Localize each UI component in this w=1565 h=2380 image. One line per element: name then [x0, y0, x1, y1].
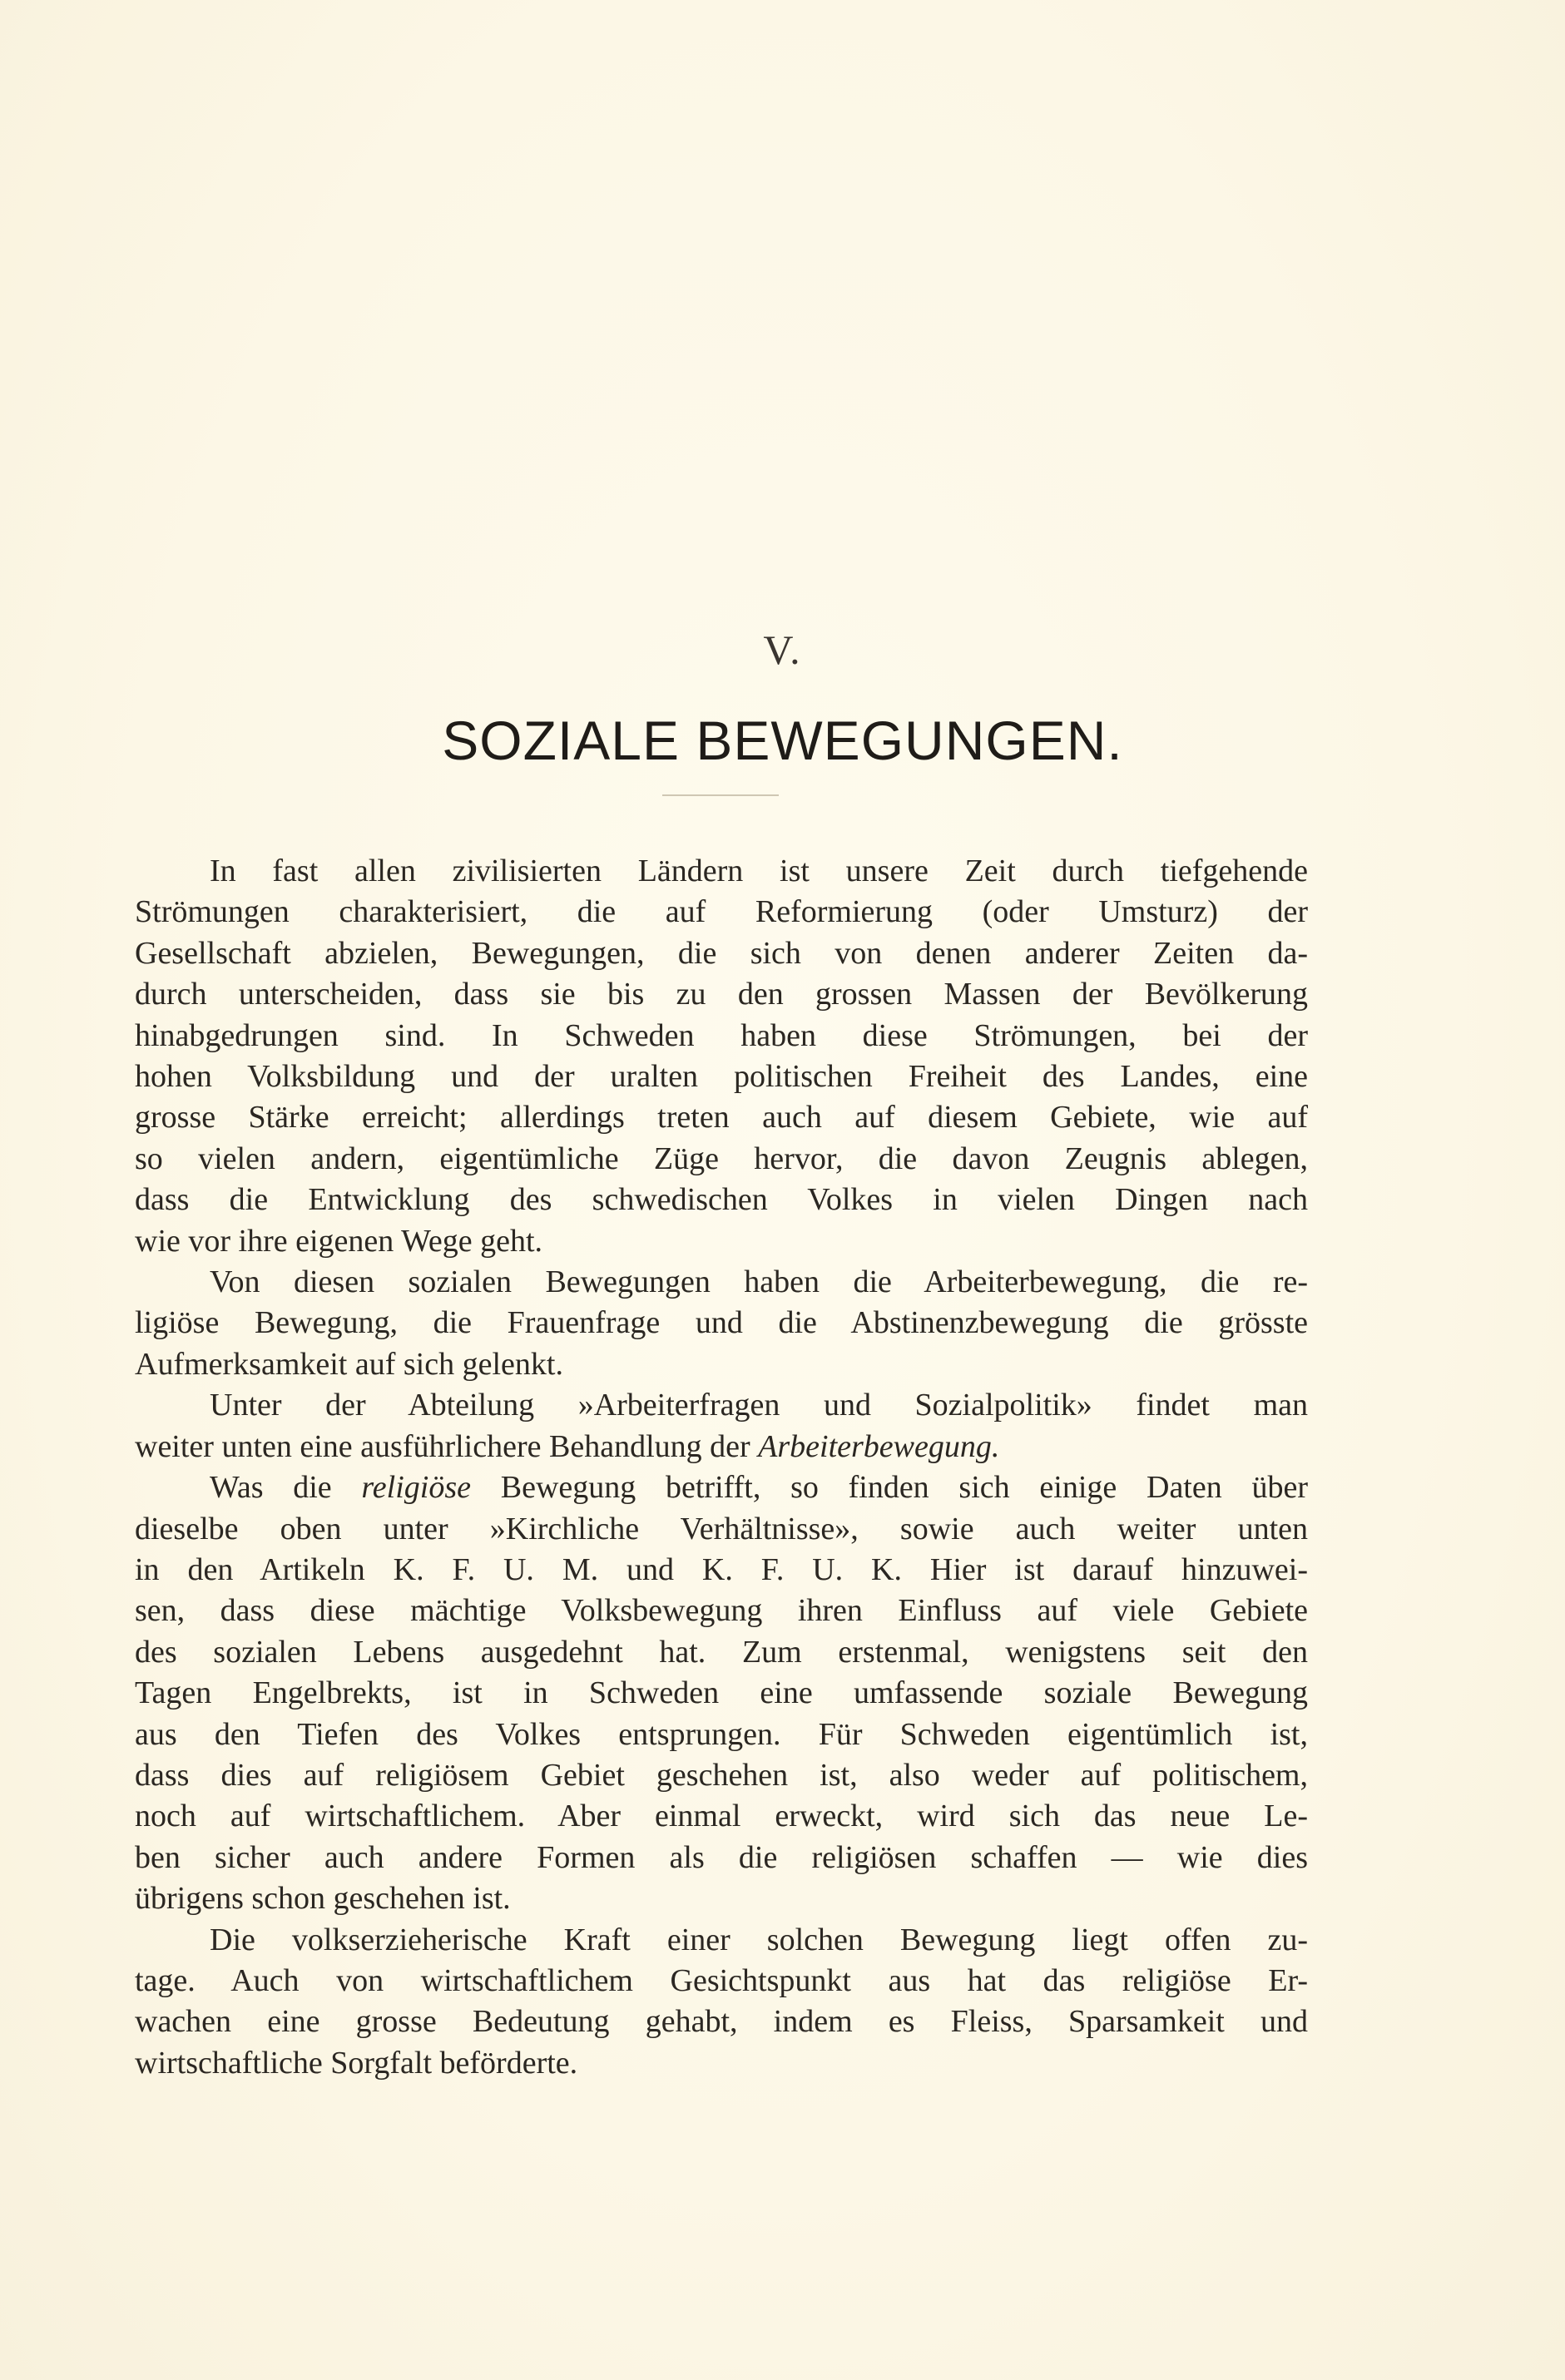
- text-segment: weiter unten eine ausführlichere Behandlung der: [135, 1428, 750, 1464]
- text-line: [135, 1467, 1308, 1508]
- text-line: ligiöse Bewegung, die Frauenfrage und die Abstinenzbewegung die grösste: [135, 1305, 1308, 1341]
- text-line: noch auf wirtschaftlichem. Aber einmal erweckt, wird sich das neue Le-: [135, 1799, 1308, 1834]
- text-line: ben sicher auch andere Formen als die religiösen schaffen — wie dies: [135, 1839, 1308, 1875]
- text-line: des sozialen Lebens ausgedehnt hat. Zum erstenmal, wenigstens seit den: [135, 1634, 1308, 1670]
- text-line: hinabgedrungen sind. In Schweden haben diese Strömungen, bei der: [135, 1017, 1308, 1053]
- text-line: übrigens schon geschehen ist.: [135, 1881, 511, 1917]
- text-line: Unter der Abteilung »Arbeiterfragen und Sozialpolitik» findet man: [210, 1388, 1308, 1423]
- paragraph-2: [135, 1262, 1308, 1385]
- text-line: sen, dass diese mächtige Volksbewegung ihren Einfluss auf viele Gebiete: [135, 1593, 1308, 1629]
- text-line: hohen Volksbildung und der uralten politischen Freiheit des Landes, eine: [135, 1059, 1308, 1095]
- text-line: so vielen andern, eigentümliche Züge hervor, die davon Zeugnis ablegen,: [135, 1141, 1308, 1176]
- text-line: grosse Stärke erreicht; allerdings treten auch auf diesem Gebiete, wie auf: [135, 1100, 1308, 1136]
- text-line: [135, 1427, 1308, 1467]
- text-line: Strömungen charakterisiert, die auf Reformierung (oder Umsturz) der: [135, 894, 1308, 930]
- paragraph-1: [135, 851, 1308, 1262]
- text-line: wie vor ihre eigenen Wege geht.: [135, 1223, 543, 1259]
- text-line: dass dies auf religiösem Gebiet geschehen ist, also weder auf politischem,: [135, 1757, 1308, 1793]
- text-segment: Was die: [210, 1470, 332, 1506]
- text-line: Aufmerksamkeit auf sich gelenkt.: [135, 1346, 563, 1382]
- text-line: Die volkserzieherische Kraft einer solchen Bewegung liegt offen zu-: [210, 1922, 1308, 1957]
- emphasis-religioese: religiöse: [361, 1470, 471, 1506]
- text-line: Tagen Engelbrekts, ist in Schweden eine umfassende soziale Bewegung: [135, 1675, 1308, 1711]
- text-line: durch unterscheiden, dass sie bis zu den grossen Massen der Bevölkerung: [135, 977, 1308, 1012]
- text-line: Gesellschaft abzielen, Bewegungen, die sich von denen anderer Zeiten da-: [135, 935, 1308, 971]
- text-line: wirtschaftliche Sorgfalt beförderte.: [135, 2045, 578, 2081]
- text-line: tage. Auch von wirtschaftlichem Gesichtspunkt aus hat das religiöse Er-: [135, 1962, 1308, 1998]
- text-line: in den Artikeln K. F. U. M. und K. F. U. K. Hier ist darauf hinzuwei-: [135, 1551, 1308, 1587]
- title-divider: [662, 794, 779, 796]
- text-line: dieselbe oben unter »Kirchliche Verhältnisse», sowie auch weiter unten: [135, 1511, 1308, 1546]
- chapter-number: V.: [763, 626, 802, 673]
- text-line: dass die Entwicklung des schwedischen Volkes in vielen Dingen nach: [135, 1182, 1308, 1218]
- text-line: aus den Tiefen des Volkes entsprungen. Für Schweden eigentümlich ist,: [135, 1716, 1308, 1752]
- body-text: [135, 851, 1308, 2084]
- text-line: In fast allen zivilisierten Ländern ist unsere Zeit durch tiefgehende: [210, 854, 1308, 888]
- text-segment: Bewegung betrifft, so finden sich einige Daten über: [500, 1470, 1308, 1506]
- text-line: Von diesen sozialen Bewegungen haben die Arbeiterbewegung, die re-: [210, 1264, 1308, 1300]
- paragraph-4: [135, 1467, 1308, 1919]
- chapter-title: SOZIALE BEWEGUNGEN.: [442, 710, 1123, 771]
- paragraph-5: [135, 1920, 1308, 2085]
- text-line: wachen eine grosse Bedeutung gehabt, indem es Fleiss, Sparsamkeit und: [135, 2004, 1308, 2040]
- emphasis-arbeiterbewegung: Arbeiterbewegung.: [758, 1428, 1000, 1464]
- paragraph-3: [135, 1385, 1308, 1467]
